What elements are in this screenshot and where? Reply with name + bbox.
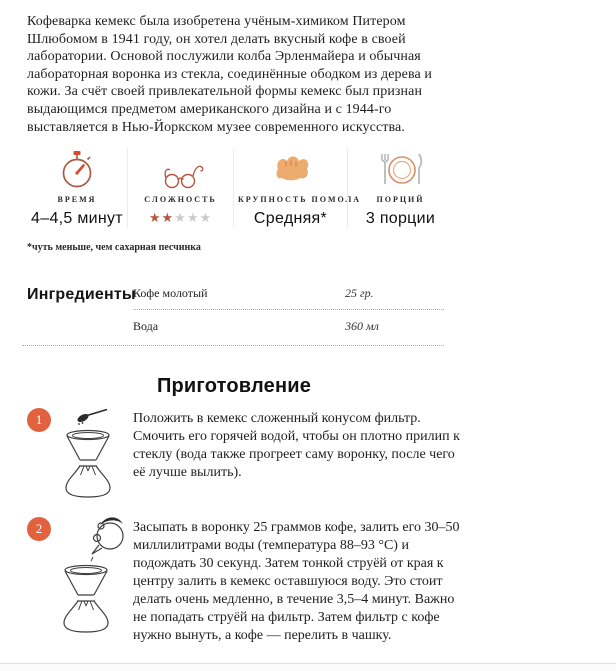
chemex-kettle-illustration xyxy=(51,517,131,645)
grind-footnote: *чуть меньше, чем сахарная песчинка xyxy=(27,242,201,254)
stars-filled: ★★ xyxy=(148,211,175,227)
ingredient-amount: 360 мл xyxy=(345,319,379,334)
time-label: ВРЕМЯ xyxy=(57,195,97,205)
preparation-step-2 xyxy=(27,517,616,645)
step-number-badge: 2 xyxy=(27,517,51,541)
time-value: 4–4,5 минут xyxy=(31,210,123,228)
ingredient-row xyxy=(133,279,444,310)
info-card-difficulty xyxy=(127,148,233,228)
step-number-badge: 1 xyxy=(27,408,51,432)
info-card-time xyxy=(27,148,127,228)
servings-label: ПОРЦИЙ xyxy=(376,195,425,205)
info-cards-row xyxy=(27,148,616,228)
stopwatch-icon xyxy=(31,148,123,190)
preparation-step-1 xyxy=(27,408,616,500)
ingredient-name: Вода xyxy=(133,319,159,334)
plate-icon xyxy=(352,148,449,190)
grind-value: Средняя* xyxy=(253,210,328,228)
recipe-page xyxy=(0,13,616,670)
chemex-spoon-illustration xyxy=(51,408,131,500)
ingredient-row xyxy=(133,310,444,345)
step-text: Засыпать в воронку 25 граммов кофе, залить его 30–50 миллилитрами воды (температура 88–93 °C) и подождать 30 секунд. Затем тонкой струёй от края к центру залить в кемекс оставшуюся воду. Это стоит делать очень медленно, в течение 3,5–4 минут. Важно не попадать струёй на фильтр. Затем фильтр с кофе нужно вынуть, а кофе — перелить в чашку. xyxy=(133,520,460,644)
ingredients-table xyxy=(133,279,444,345)
stars-empty: ★★★ xyxy=(174,211,213,227)
intro-paragraph: Кофеварка кемекс была изобретена учёным-химиком Питером Шлюбомом в 1941 году, он хотел делать вкусный кофе в своей лаборатории. Основой послужили колба Эрленмайера и обычная лабораторная воронка из стекла, соединённые ободком из дерева и кожи. За счёт своей привлекательной формы кемекс был признан выдающимся предметом американского дизайна и с 1944-го выставляется в Нью-Йоркском музее современного искусства. xyxy=(27,14,433,135)
step-text: Положить в кемекс сложенный конусом фильтр. Смочить его горячей водой, чтобы он плотно прилип к стеклу (вода также прогреет саму воронку, после чего её лучше вылить). xyxy=(133,411,460,481)
ingredient-amount: 25 гр. xyxy=(345,286,374,301)
ingredients-section xyxy=(22,279,444,346)
grind-label: КРУПНОСТЬ ПОМОЛА xyxy=(238,195,362,205)
ingredient-name: Кофе молотый xyxy=(133,286,208,301)
servings-value: 3 порции xyxy=(365,210,436,228)
ingredients-title: Ингредиенты xyxy=(27,286,136,304)
info-card-grind xyxy=(233,148,362,228)
bottom-divider xyxy=(0,663,616,671)
preparation-title: Приготовление xyxy=(156,375,312,398)
coffee-grounds-icon xyxy=(238,148,343,190)
info-card-servings xyxy=(347,148,453,228)
glasses-icon xyxy=(132,148,229,190)
difficulty-star-rating xyxy=(132,211,229,226)
difficulty-label: СЛОЖНОСТЬ xyxy=(144,195,217,205)
